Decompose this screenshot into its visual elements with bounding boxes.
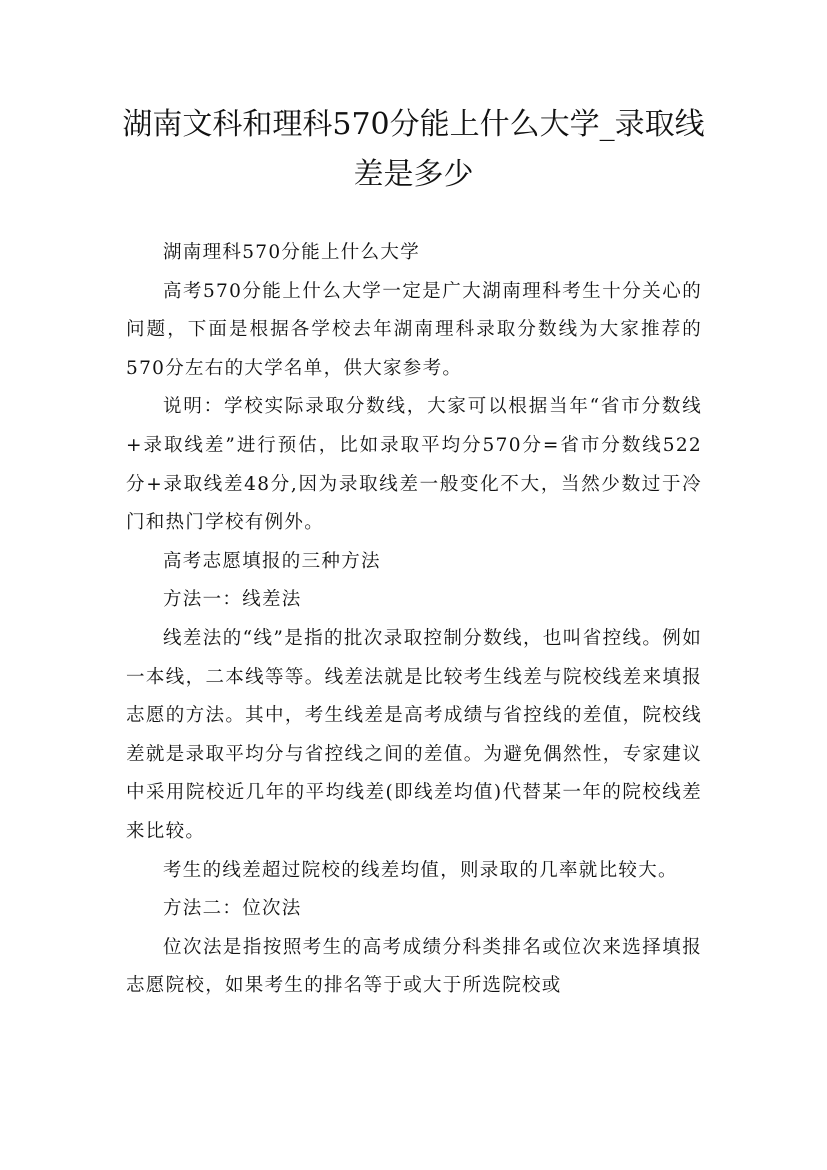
document-title: 湖南文科和理科570分能上什么大学_录取线差是多少	[122, 107, 705, 192]
paragraph-method-one-conclusion: 考生的线差超过院校的线差均值，则录取的几率就比较大。	[163, 859, 678, 881]
paragraph-intro: 高考570分能上什么大学一定是广大湖南理科考生十分关心的问题，下面是根据各学校去年湖南理科录取分数线为大家推荐的570分左右的大学名单，供大家参考。	[126, 280, 702, 379]
paragraph-explanation: 说明：学校实际录取分数线，大家可以根据当年“省市分数线+录取线差”进行预估，比如录取平均分570分=省市分数线522分+录取线差48分,因为录取线差一般变化不大，当然少数过于冷门和热门学校有例外。	[126, 396, 702, 534]
paragraph-method-two-body: 位次法是指按照考生的高考成绩分科类排名或位次来选择填报志愿院校，如果考生的排名等于或大于所选院校或	[126, 936, 702, 997]
paragraph-method-one-heading: 方法一：线差法	[163, 589, 302, 611]
paragraph-method-one-body: 线差法的“线”是指的批次录取控制分数线，也叫省控线。例如一本线，二本线等等。线差法就是比较考生线差与院校线差来填报志愿的方法。其中，考生线差是高考成绩与省控线的差值，院校线差就是录取平均分与省控线之间的差值。为避免偶然性，专家建议中采用院校近几年的平均线差(即线差均值)代替某一年的院校线差来比较。	[126, 627, 702, 842]
paragraph-method-two-heading: 方法二：位次法	[163, 898, 302, 920]
paragraph-subheading-three-methods: 高考志愿填报的三种方法	[163, 550, 381, 572]
paragraph-subheading-science-570: 湖南理科570分能上什么大学	[163, 242, 421, 263]
document-body	[126, 234, 702, 1006]
